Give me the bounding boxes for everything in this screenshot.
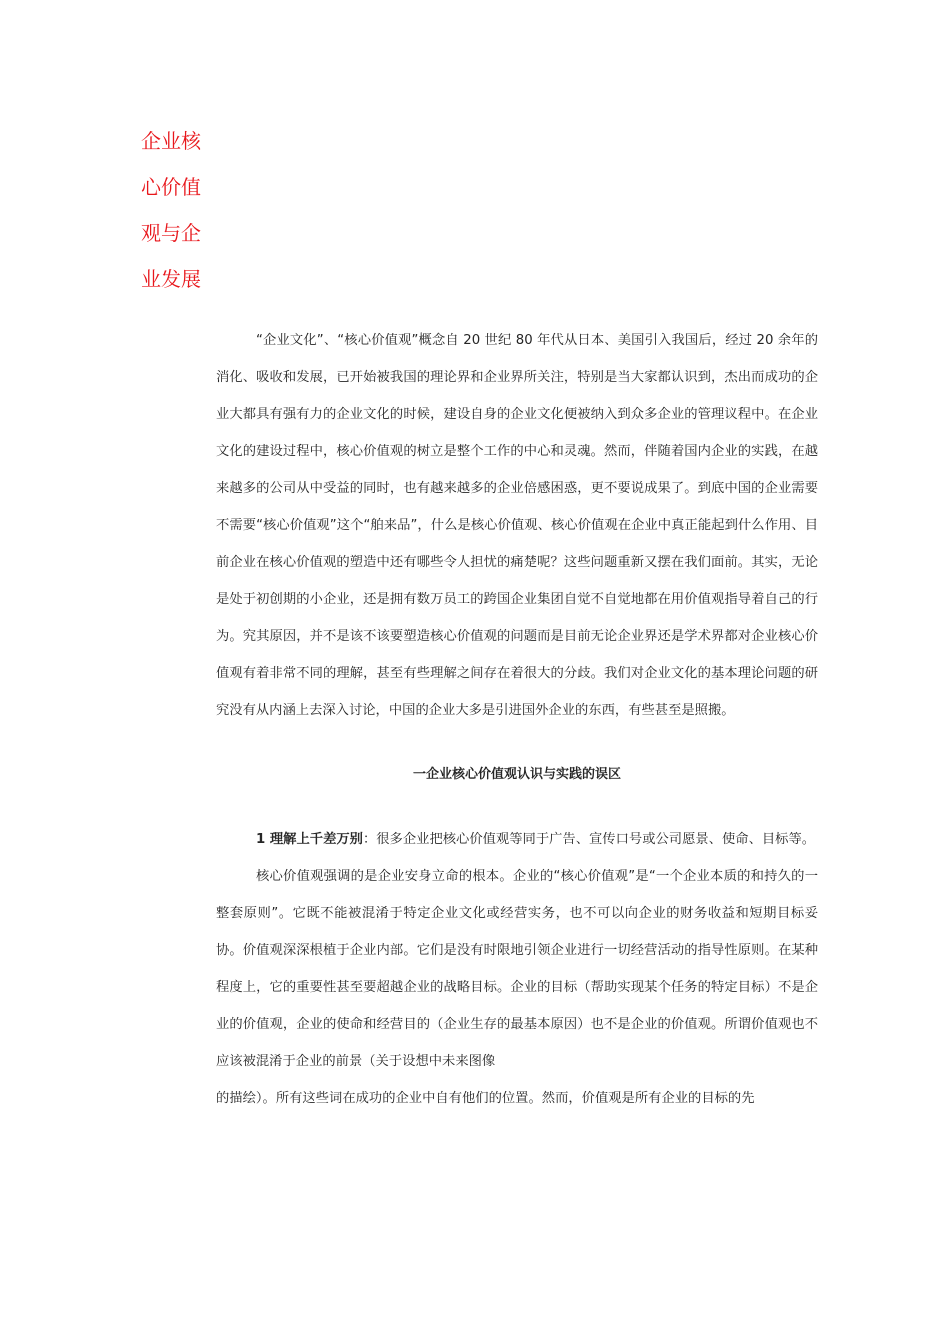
title-line-1: 企业核	[141, 129, 201, 153]
title-line-4: 业发展	[141, 267, 201, 291]
document-title	[141, 118, 211, 302]
point-1-text: ：很多企业把核心价值观等同于广告、宣传口号或公司愿景、使命、目标等。	[362, 832, 816, 847]
title-line-3: 观与企	[141, 221, 201, 245]
section-heading: 一企业核心价值观认识与实践的误区	[412, 767, 621, 782]
point-1-body-paragraph: 核心价值观强调的是企业安身立命的根本。企业的“核心价值观”是“一个企业本质的和持久的一整套原则”。它既不能被混淆于特定企业文化或经营实务，也不可以向企业的财务收益和短期目标妥协。价值观深深根植于企业内部。它们是没有时限地引领企业进行一切经营活动的指导性原则。在某种程度上，它的重要性甚至要超越企业的战略目标。企业的目标（帮助实现某个任务的特定目标）不是企业的价值观，企业的使命和经营目的（企业生存的最基本原因）也不是企业的价值观。所谓价值观也不应该被混淆于企业的前景（关于设想中未来图像	[216, 869, 818, 1069]
title-line-2: 心价值	[141, 175, 201, 199]
intro-paragraph: “企业文化”、“核心价值观”概念自 20 世纪 80 年代从日本、美国引入我国后，经过 20 余年的消化、吸收和发展，已开始被我国的理论界和企业界所关注，特别是当大家都认识到，杰出而成功的企业大都具有强有力的企业文化的时候，建设自身的企业文化便被纳入到众多企业的管理议程中。在企业文化的建设过程中，核心价值观的树立是整个工作的中心和灵魂。然而，伴随着国内企业的实践，在越来越多的公司从中受益的同时，也有越来越多的企业倍感困惑，更不要说成果了。到底中国的企业需要不需要“核心价值观”这个“舶来品”，什么是核心价值观、核心价值观在企业中真正能起到什么作用、目前企业在核心价值观的塑造中还有哪些令人担忧的痛楚呢？这些问题重新又摆在我们面前。其实，无论是处于初创期的小企业，还是拥有数万员工的跨国企业集团自觉不自觉地都在用价值观指导着自己的行为。究其原因，并不是该不该要塑造核心价值观的问题而是目前无论企业界还是学术界都对企业核心价值观有着非常不同的理解，甚至有些理解之间存在着很大的分歧。我们对企业文化的基本理论问题的研究没有从内涵上去深入讨论，中国的企业大多是引进国外企业的东西，有些甚至是照搬。	[216, 333, 818, 718]
point-1-tail-line: 的描绘）。所有这些词在成功的企业中自有他们的位置。然而，价值观是所有企业的目标的先	[216, 1091, 755, 1106]
point-1-paragraph	[216, 821, 818, 858]
section-spacer	[216, 807, 818, 821]
document-body	[216, 322, 818, 1117]
point-1-lead: 1 理解上千差万别	[256, 832, 363, 847]
